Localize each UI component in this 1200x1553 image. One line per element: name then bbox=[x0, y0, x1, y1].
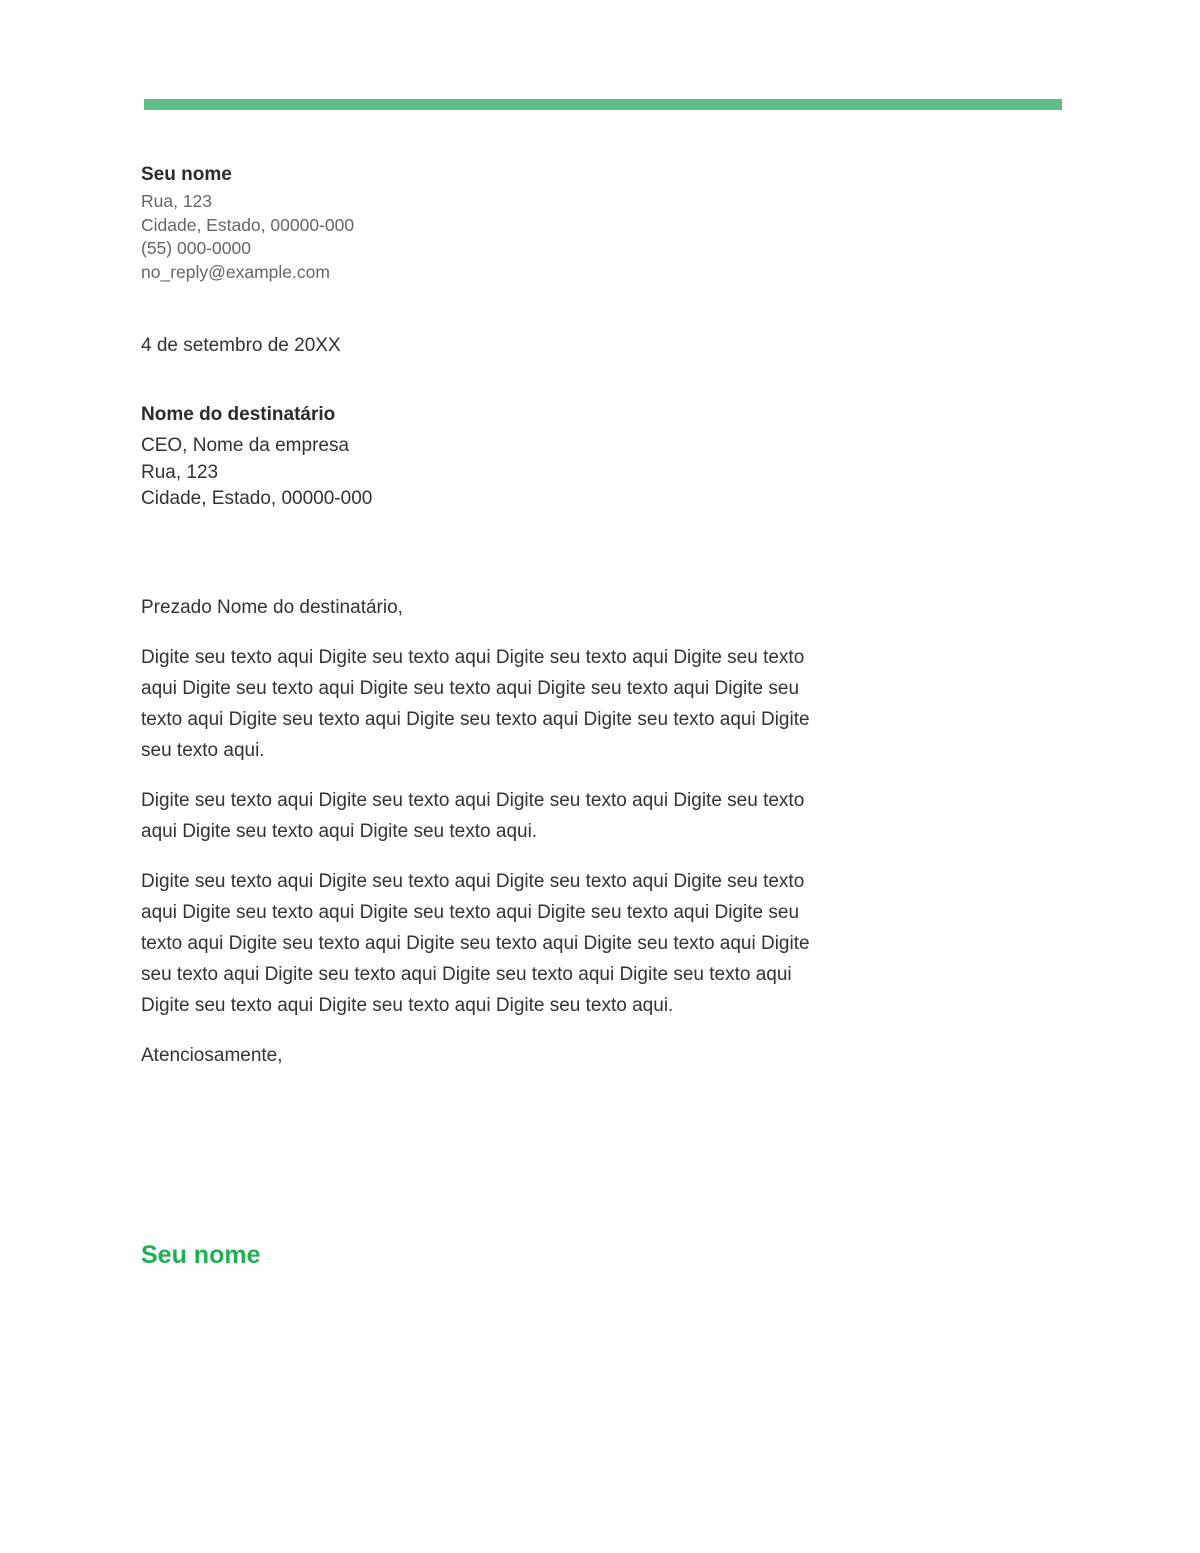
sender-email: no_reply@example.com bbox=[141, 261, 330, 282]
recipient-street: Rua, 123 bbox=[141, 461, 219, 483]
signature-name: Seu nome bbox=[141, 1241, 261, 1269]
recipient-name: Nome do destinatário bbox=[141, 404, 336, 425]
sender-name: Seu nome bbox=[141, 164, 232, 185]
sender-block bbox=[141, 163, 841, 284]
letter-body bbox=[141, 592, 841, 1071]
recipient-title-company: CEO, Nome da empresa bbox=[141, 435, 350, 456]
letter-date: 4 de setembro de 20XX bbox=[141, 335, 341, 356]
recipient-block bbox=[141, 403, 841, 513]
body-paragraph-2: Digite seu texto aqui Digite seu texto aqui Digite seu texto aqui Digite seu texto aqui Digite seu texto aqui Digite seu texto aqui. bbox=[141, 790, 805, 842]
sender-street: Rua, 123 bbox=[141, 191, 213, 211]
closing: Atenciosamente, bbox=[141, 1045, 283, 1066]
salutation: Prezado Nome do destinatário, bbox=[141, 597, 403, 618]
body-paragraph-1: Digite seu texto aqui Digite seu texto aqui Digite seu texto aqui Digite seu texto aqui Digite seu texto aqui Digite seu texto aqui Digite seu texto aqui Digite seu texto aqui Digite seu texto aqui Digite seu texto aqui Digite seu texto aqui Digite seu texto aqui. bbox=[141, 647, 810, 761]
header-accent-bar bbox=[144, 99, 1062, 110]
body-paragraph-3: Digite seu texto aqui Digite seu texto aqui Digite seu texto aqui Digite seu texto aqui Digite seu texto aqui Digite seu texto aqui Digite seu texto aqui Digite seu texto aqui Digite seu texto aqui Digite seu texto aqui Digite seu texto aqui Digite seu texto aqui Digite seu texto aqui Digite seu texto aqui Digite seu texto aqui Digite seu texto aqui Digite seu texto aqui Digite seu texto aqui. bbox=[141, 871, 810, 1016]
sender-city-state-zip: Cidade, Estado, 00000-000 bbox=[141, 214, 355, 235]
sender-phone: (55) 000-0000 bbox=[141, 238, 251, 258]
recipient-city-state-zip: Cidade, Estado, 00000-000 bbox=[141, 488, 373, 509]
